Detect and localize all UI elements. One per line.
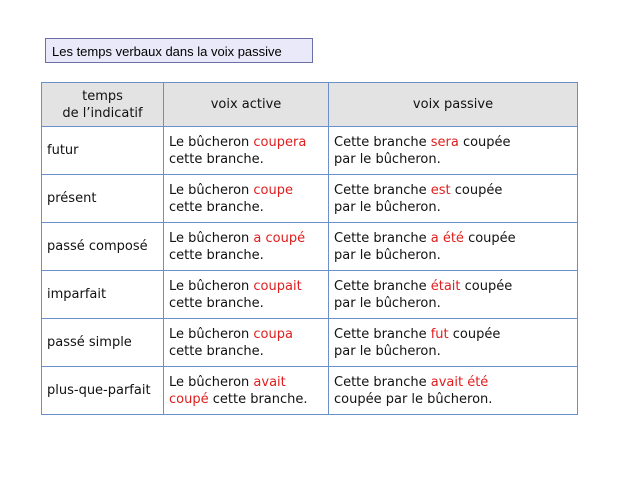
tense-cell: passé simple [42, 319, 164, 367]
active-verb-participle: coupé [169, 391, 209, 407]
passive-text: Cette branche [334, 326, 431, 342]
active-text-end: cette branche. [169, 151, 264, 167]
table-row [42, 175, 578, 223]
active-text: Le bûcheron [169, 278, 254, 294]
passive-verb: avait été [430, 374, 489, 390]
passive-text-end: coupée par le bûcheron. [334, 391, 493, 407]
passive-text-end: par le bûcheron. [334, 295, 441, 311]
header-tense-line1: temps [82, 88, 123, 104]
active-text-end: cette branche. [169, 199, 264, 215]
active-verb: coupera [253, 134, 307, 150]
tense-cell: passé composé [42, 223, 164, 271]
tense-cell: présent [42, 175, 164, 223]
table-row [42, 367, 578, 415]
passive-participle: coupée [460, 278, 513, 294]
active-cell [164, 223, 329, 271]
passive-text: Cette branche [334, 230, 431, 246]
active-text: Le bûcheron [169, 230, 254, 246]
active-verb: coupe [253, 182, 293, 198]
table-header-row [42, 83, 578, 127]
passive-text: Cette branche [334, 134, 431, 150]
active-cell [164, 271, 329, 319]
passive-text-end: par le bûcheron. [334, 247, 441, 263]
active-verb: coupait [253, 278, 302, 294]
passive-text: Cette branche [334, 374, 431, 390]
passive-text: Cette branche [334, 182, 431, 198]
passive-verb: a été [430, 230, 464, 246]
passive-text: Cette branche [334, 278, 431, 294]
passive-voice-table [41, 82, 578, 415]
active-cell [164, 367, 329, 415]
passive-verb: sera [430, 134, 459, 150]
tense-cell: plus-que-parfait [42, 367, 164, 415]
active-text: Le bûcheron [169, 182, 254, 198]
passive-participle: coupée [458, 134, 511, 150]
passive-verb: est [430, 182, 451, 198]
header-tense [42, 83, 164, 127]
active-text: Le bûcheron [169, 374, 254, 390]
passive-text-end: par le bûcheron. [334, 199, 441, 215]
passive-verb: était [430, 278, 461, 294]
active-text: Le bûcheron [169, 326, 254, 342]
passive-cell [329, 127, 578, 175]
header-tense-line2: de l’indicatif [62, 105, 143, 121]
active-verb: a coupé [253, 230, 306, 246]
active-verb: coupa [253, 326, 293, 342]
passive-participle: coupée [463, 230, 516, 246]
passive-cell [329, 319, 578, 367]
active-cell [164, 175, 329, 223]
active-text-end: cette branche. [208, 391, 308, 407]
slide-title: Les temps verbaux dans la voix passive [45, 38, 313, 63]
header-passive: voix passive [329, 83, 578, 127]
table-row [42, 127, 578, 175]
active-text: Le bûcheron [169, 134, 254, 150]
active-cell [164, 127, 329, 175]
table-row [42, 319, 578, 367]
passive-cell [329, 367, 578, 415]
passive-verb: fut [430, 326, 449, 342]
passive-cell [329, 175, 578, 223]
tense-cell: futur [42, 127, 164, 175]
passive-cell [329, 223, 578, 271]
active-text-end: cette branche. [169, 343, 264, 359]
active-text-end: cette branche. [169, 247, 264, 263]
table-row [42, 223, 578, 271]
active-text-end: cette branche. [169, 295, 264, 311]
active-verb: avait [253, 374, 286, 390]
passive-text-end: par le bûcheron. [334, 343, 441, 359]
passive-participle: coupée [448, 326, 501, 342]
passive-text-end: par le bûcheron. [334, 151, 441, 167]
passive-cell [329, 271, 578, 319]
passive-participle: coupée [450, 182, 503, 198]
header-active: voix active [164, 83, 329, 127]
tense-cell: imparfait [42, 271, 164, 319]
active-cell [164, 319, 329, 367]
table-row [42, 271, 578, 319]
